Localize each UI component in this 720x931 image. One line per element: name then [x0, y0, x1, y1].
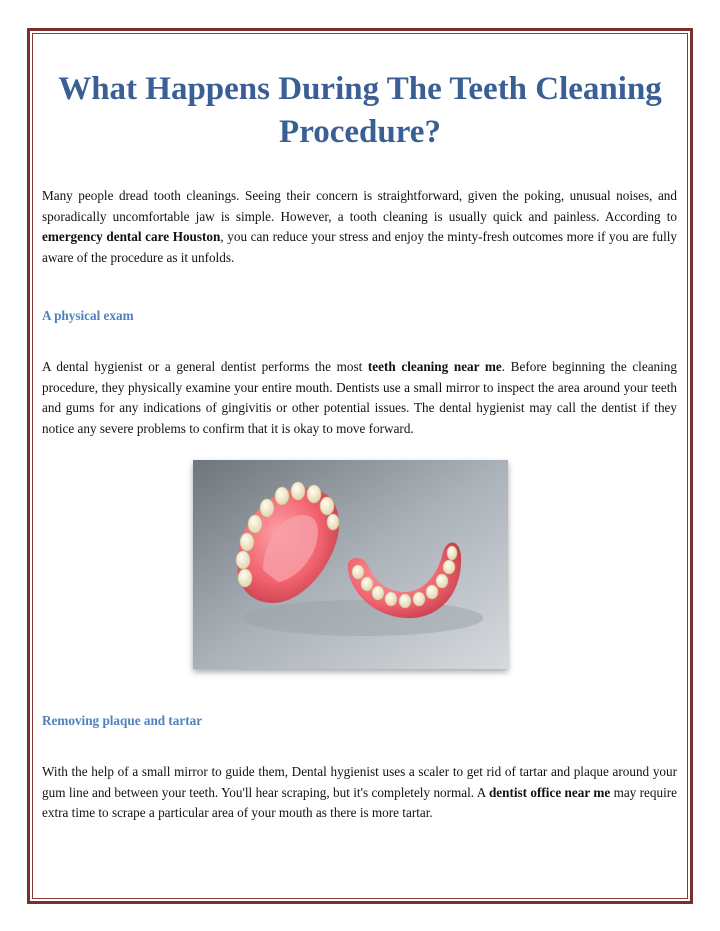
exam-text-end: . Before beginning the cleaning procedure, they physically examine your entire mouth. Dentists use a small mirror to inspect the area around your teeth and gums for any indications of gingivitis or other potential issues. The dental hygienist may call the dentist if they notice any severe problems to confirm that it is okay to move forward. [42, 359, 677, 436]
removing-plaque-paragraph [42, 762, 677, 824]
dentist-office-link[interactable]: dentist office near me [488, 784, 611, 800]
plaque-text-start: With the help of a small mirror to guide them, Dental hygienist uses a scaler to get rid of tartar and plaque around your gum line and between your teeth. You'll hear scraping, but it's completely normal. A [42, 764, 677, 800]
dentures-photo [193, 460, 508, 669]
section-heading-removing-plaque: Removing plaque and tartar [42, 713, 203, 728]
exam-text-start: A dental hygienist or a general dentist performs the most [42, 359, 368, 374]
teeth-cleaning-link[interactable]: teeth cleaning near me [367, 359, 502, 374]
intro-text-end: , you can reduce your stress and enjoy the minty-fresh outcomes more if you are fully aware of the procedure as it unfolds. [42, 229, 678, 265]
document-title: What Happens During The Teeth Cleaning Procedure? [58, 71, 662, 150]
plaque-text-end: may require extra time to scrape a particular area of your mouth as there is more tartar. [42, 784, 678, 820]
emergency-dental-link[interactable]: emergency dental care Houston [42, 229, 221, 244]
intro-paragraph [42, 186, 677, 268]
intro-text-start: Many people dread tooth cleanings. Seeing their concern is straightforward, given the poking, unusual noises, and sporadically uncomfortable jaw is simple. However, a tooth cleaning is usually quick and painless. According to [42, 188, 677, 224]
section-heading-physical-exam: A physical exam [42, 308, 134, 323]
physical-exam-paragraph [42, 357, 677, 439]
